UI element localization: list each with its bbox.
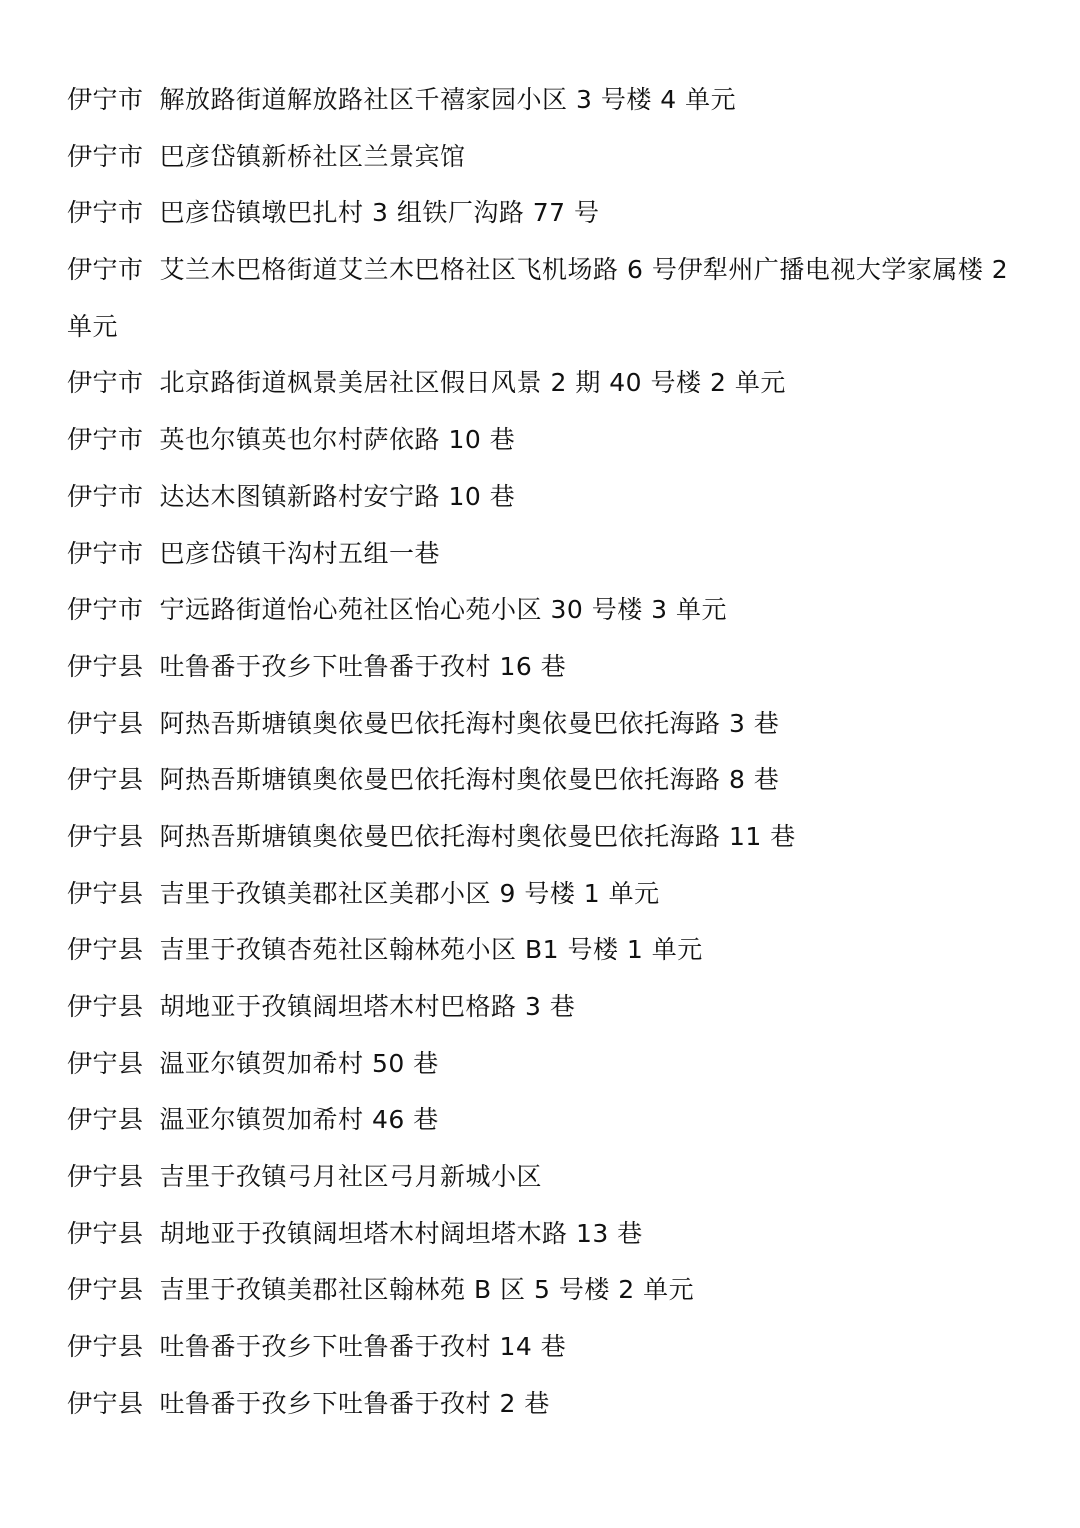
address-text: 吐鲁番于孜乡下吐鲁番于孜村 14 巷: [159, 1332, 567, 1362]
address-row: [67, 355, 1020, 412]
region-label: 伊宁县: [67, 651, 144, 681]
address-text: 解放路街道解放路社区千禧家园小区 3 号楼 4 单元: [159, 85, 737, 114]
address-row: [67, 526, 1020, 583]
region-label: 伊宁市: [67, 141, 144, 171]
region-label: 伊宁县: [67, 1105, 144, 1135]
address-text: 巴彦岱镇新桥社区兰景宾馆: [159, 141, 466, 171]
address-text: 吐鲁番于孜乡下吐鲁番于孜村 16 巷: [159, 651, 567, 681]
address-text: 艾兰木巴格街道艾兰木巴格社区飞机场路 6 号伊犁州广播电视大学家属楼 2 单元: [67, 255, 1009, 341]
region-label: 伊宁县: [67, 765, 144, 795]
region-label: 伊宁县: [67, 878, 144, 908]
address-row: [67, 1149, 1020, 1206]
address-row: [67, 72, 1020, 129]
region-label: 伊宁市: [67, 595, 144, 625]
address-text: 吉里于孜镇美郡社区美郡小区 9 号楼 1 单元: [159, 878, 660, 908]
address-row: [67, 1262, 1020, 1319]
address-row: [67, 809, 1020, 866]
region-label: 伊宁县: [67, 1048, 144, 1078]
address-row: [67, 1319, 1020, 1376]
address-row: [67, 979, 1020, 1036]
address-text: 吐鲁番于孜乡下吐鲁番于孜村 2 巷: [159, 1388, 550, 1418]
address-row: [67, 412, 1020, 469]
region-label: 伊宁县: [67, 1162, 144, 1192]
address-row: [67, 922, 1020, 979]
address-row: [67, 696, 1020, 753]
address-text: 英也尔镇英也尔村萨依路 10 巷: [159, 425, 516, 455]
address-row: [67, 185, 1020, 242]
region-label: 伊宁县: [67, 1218, 144, 1248]
address-row: [67, 1206, 1020, 1263]
address-text: 吉里于孜镇杏苑社区翰林苑小区 B1 号楼 1 单元: [159, 935, 703, 965]
address-text: 吉里于孜镇美郡社区翰林苑 B 区 5 号楼 2 单元: [159, 1275, 695, 1305]
address-text: 巴彦岱镇墩巴扎村 3 组铁厂沟路 77 号: [159, 198, 600, 228]
region-label: 伊宁县: [67, 1275, 144, 1305]
region-label: 伊宁市: [67, 538, 144, 568]
address-row: [67, 1036, 1020, 1093]
address-text: 宁远路街道怡心苑社区怡心苑小区 30 号楼 3 单元: [159, 595, 728, 625]
address-text: 巴彦岱镇干沟村五组一巷: [159, 538, 441, 568]
region-label: 伊宁市: [67, 85, 144, 114]
address-row: [67, 1376, 1020, 1433]
address-row: [67, 129, 1020, 186]
address-row: [67, 242, 1017, 355]
region-label: 伊宁市: [67, 255, 144, 285]
address-row: [67, 469, 1020, 526]
address-text: 温亚尔镇贺加希村 50 巷: [159, 1048, 439, 1078]
address-list: [67, 72, 1020, 1433]
address-text: 阿热吾斯塘镇奥依曼巴依托海村奥依曼巴依托海路 8 巷: [159, 765, 780, 795]
region-label: 伊宁县: [67, 821, 144, 851]
address-row: [67, 582, 1020, 639]
address-text: 胡地亚于孜镇阔坦塔木村阔坦塔木路 13 巷: [159, 1218, 643, 1248]
region-label: 伊宁县: [67, 992, 144, 1022]
address-row: [67, 1092, 1020, 1149]
address-text: 阿热吾斯塘镇奥依曼巴依托海村奥依曼巴依托海路 11 巷: [159, 821, 796, 851]
region-label: 伊宁县: [67, 708, 144, 738]
region-label: 伊宁县: [67, 935, 144, 965]
region-label: 伊宁市: [67, 368, 144, 398]
address-row: [67, 639, 1020, 696]
address-text: 胡地亚于孜镇阔坦塔木村巴格路 3 巷: [159, 992, 576, 1022]
region-label: 伊宁市: [67, 481, 144, 511]
address-row: [67, 866, 1020, 923]
region-label: 伊宁市: [67, 198, 144, 228]
address-text: 温亚尔镇贺加希村 46 巷: [159, 1105, 439, 1135]
region-label: 伊宁县: [67, 1332, 144, 1362]
region-label: 伊宁县: [67, 1388, 144, 1418]
address-text: 达达木图镇新路村安宁路 10 巷: [159, 481, 516, 511]
address-text: 阿热吾斯塘镇奥依曼巴依托海村奥依曼巴依托海路 3 巷: [159, 708, 780, 738]
address-text: 北京路街道枫景美居社区假日风景 2 期 40 号楼 2 单元: [159, 368, 786, 398]
region-label: 伊宁市: [67, 425, 144, 455]
address-text: 吉里于孜镇弓月社区弓月新城小区: [159, 1162, 543, 1192]
address-row: [67, 752, 1020, 809]
